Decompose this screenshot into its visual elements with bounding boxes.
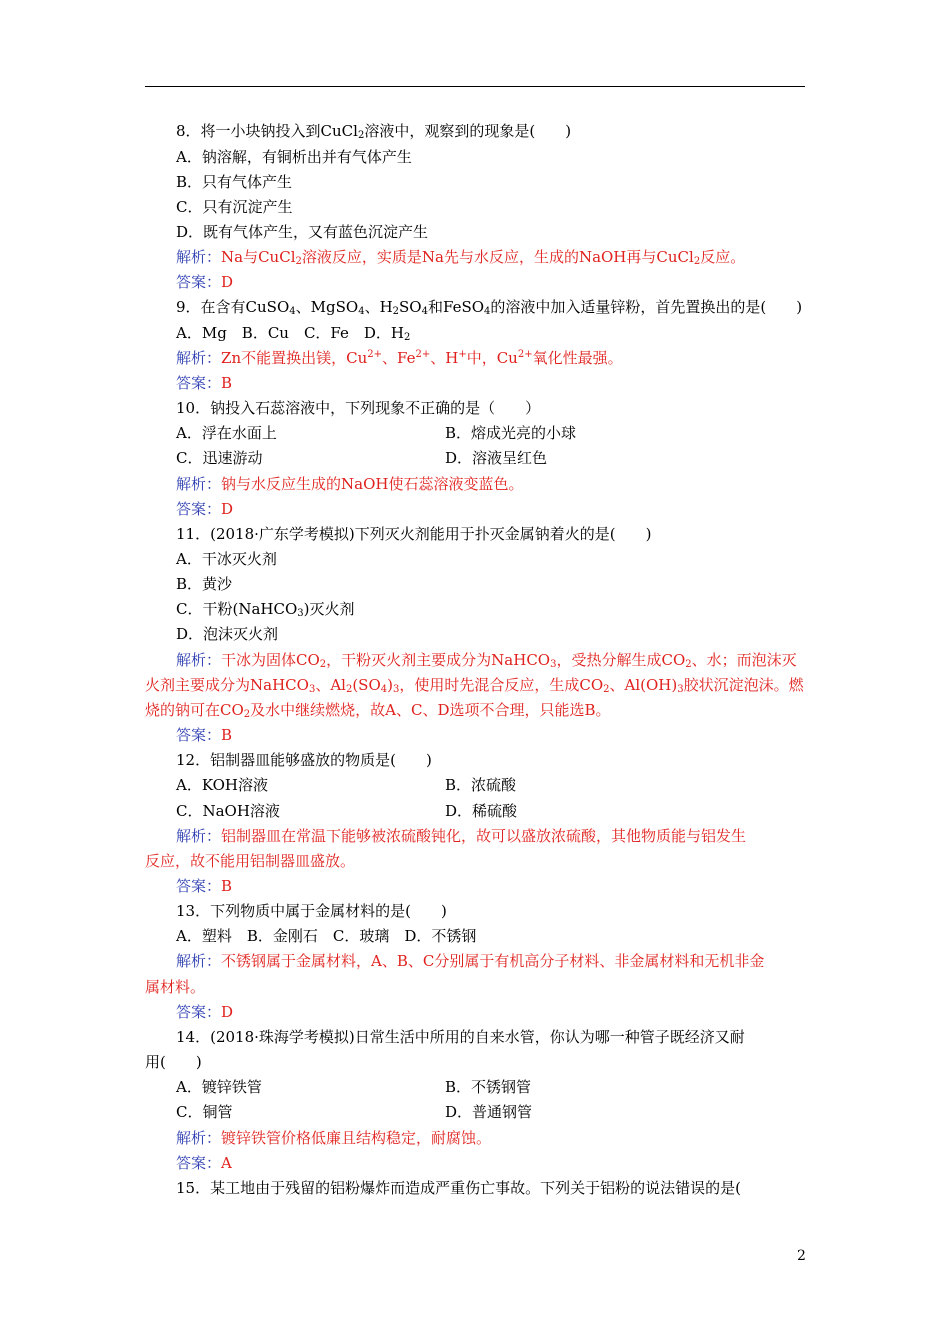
q8-answer: 答案：D <box>176 273 234 291</box>
q9-answer: 答案：B <box>176 374 233 392</box>
q8-option-a: A．钠溶解，有铜析出并有气体产生 <box>176 148 412 166</box>
q11-analysis-line-1: 解析：干冰为固体$CO_2$，干粉灭火剂主要成分为NaHCO$_3$，受热分解生成$CO_2$、水；而泡沫灭 <box>176 651 797 670</box>
q10-option-c: C．迅速游动 <box>176 449 263 467</box>
q10-option-b: B．熔成光亮的小球 <box>445 424 577 442</box>
q15-stem: 15．某工地由于残留的铝粉爆炸而造成严重伤亡事故。下列关于铝粉的说法错误的是( <box>176 1179 741 1197</box>
q11-stem: 11．(2018·广东学考模拟)下列灭火剂能用于扑灭金属钠着火的是( ) <box>176 525 652 543</box>
q12-option-d: D．稀硫酸 <box>445 802 518 820</box>
q12-option-b: B．浓硫酸 <box>445 776 517 794</box>
q11-option-c: C．干粉(NaHCO$_3$)灭火剂 <box>176 600 355 619</box>
q11-analysis-line-2: 火剂主要成分为NaHCO$_3$、$Al_2(SO_4)_3$，使用时先混合反应，生成$CO_2$、$Al(OH)_3$胶状沉淀泡沫。燃 <box>145 676 804 695</box>
q10-stem: 10．钠投入石蕊溶液中，下列现象不正确的是（ ） <box>176 399 541 417</box>
q8-analysis: 解析：Na与CuCl$_2$溶液反应，实质是Na先与水反应，生成的NaOH再与CuCl$_2$反应。 <box>176 248 746 267</box>
q13-analysis-line-2: 属材料。 <box>145 978 206 996</box>
q8-option-b: B．只有气体产生 <box>176 173 293 191</box>
q9-options: A．Mg B．Cu C．Fe D．$H_2$ <box>176 324 411 343</box>
q13-answer: 答案：D <box>176 1003 234 1021</box>
q8-option-d: D．既有气体产生，又有蓝色沉淀产生 <box>176 223 429 241</box>
q12-analysis-line-2: 反应，故不能用铝制器皿盛放。 <box>145 852 356 870</box>
q13-options: A．塑料 B．金刚石 C．玻璃 D．不锈钢 <box>176 927 477 945</box>
q10-option-d: D．溶液呈红色 <box>445 449 548 467</box>
q8-stem: 8．将一小块钠投入到CuCl$_2$溶液中，观察到的现象是( ) <box>176 122 572 141</box>
q11-answer: 答案：B <box>176 726 233 744</box>
q14-stem-line-1: 14．(2018·珠海学考模拟)日常生活中所用的自来水管，你认为哪一种管子既经济又耐 <box>176 1028 745 1046</box>
header-rule <box>145 86 805 87</box>
q14-option-b: B．不锈钢管 <box>445 1078 532 1096</box>
q11-option-d: D．泡沫灭火剂 <box>176 625 279 643</box>
q14-answer: 答案：A <box>176 1154 232 1172</box>
page-number: 2 <box>797 1248 806 1264</box>
q10-answer: 答案：D <box>176 500 234 518</box>
q9-stem: 9．在含有CuSO$_4$、MgSO$_4$、$H_2SO_4$和FeSO$_4$的溶液中加入适量锌粉，首先置换出的是( ) <box>176 298 803 317</box>
q9-analysis: 解析：Zn不能置换出镁，$Cu^{2+}$、$Fe^{2+}$、H+中，$Cu^{2+}$氧化性最强。 <box>176 349 623 367</box>
q13-analysis-line-1: 解析：不锈钢属于金属材料，A、B、C分别属于有机高分子材料、非金属材料和无机非金 <box>176 952 765 970</box>
q14-stem-line-2: 用( ) <box>145 1053 202 1071</box>
q8-option-c: C．只有沉淀产生 <box>176 198 293 216</box>
q13-stem: 13．下列物质中属于金属材料的是( ) <box>176 902 447 920</box>
q12-option-c: C．NaOH溶液 <box>176 802 280 820</box>
q12-stem: 12．铝制器皿能够盛放的物质是( ) <box>176 751 432 769</box>
q12-analysis-line-1: 解析：铝制器皿在常温下能够被浓硫酸钝化，故可以盛放浓硫酸，其他物质能与铝发生 <box>176 827 747 845</box>
q14-option-d: D．普通钢管 <box>445 1103 533 1121</box>
q14-option-c: C．铜管 <box>176 1103 233 1121</box>
q14-analysis: 解析：镀锌铁管价格低廉且结构稳定，耐腐蚀。 <box>176 1129 492 1147</box>
q14-option-a: A．镀锌铁管 <box>176 1078 262 1096</box>
q11-option-b: B．黄沙 <box>176 575 233 593</box>
q11-option-a: A．干冰灭火剂 <box>176 550 277 568</box>
q10-analysis: 解析：钠与水反应生成的NaOH使石蕊溶液变蓝色。 <box>176 475 524 493</box>
q12-answer: 答案：B <box>176 877 233 895</box>
q10-option-a: A．浮在水面上 <box>176 424 277 442</box>
q12-option-a: A．KOH溶液 <box>176 776 269 794</box>
q11-analysis-line-3: 烧的钠可在$CO_2$及水中继续燃烧，故A、C、D选项不合理，只能选B。 <box>145 701 611 720</box>
